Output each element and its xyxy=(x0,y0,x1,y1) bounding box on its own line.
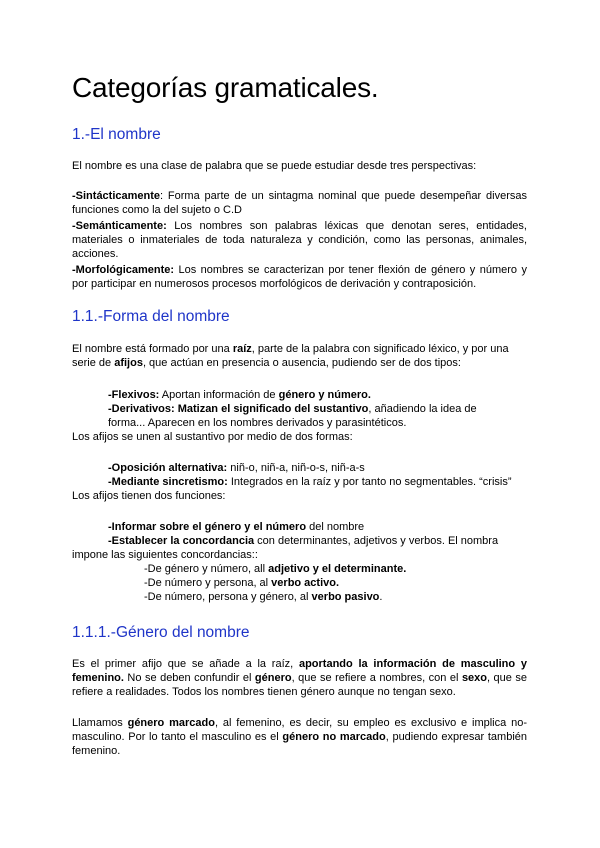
funciones-text: Los afijos tienen dos funciones: xyxy=(72,490,226,502)
morfologicamente-paragraph: -Morfológicamente: Los nombres se caracterizan por tener flexión de género y número y por participar en numerosos procesos morfológicos de derivación y contraposición. xyxy=(72,264,527,290)
sintacticamente-paragraph: -Sintácticamente: Forma parte de un sintagma nominal que puede desempeñar diversas funciones como la del sujeto o C.D xyxy=(72,190,527,216)
derivativos-item: -Derivativos: Matizan el significado del sustantivo, añadiendo la idea de xyxy=(108,403,477,415)
genero-paragraph-1: Es el primer afijo que se añade a la raíz, aportando la información de masculino y femenino. No se deben confundir el género, que se refiere a nombres, con el sexo, que se refiere a realidades. Todos los nombres tienen género aunque no tengan sexo. xyxy=(72,658,528,698)
concordancia-item-2: -De número y persona, al verbo activo. xyxy=(144,577,340,589)
derivativos-item-cont: forma... Aparecen en los nombres derivados y parasintéticos. xyxy=(108,417,407,429)
sincretismo-item: -Mediante sincretismo: Integrados en la raíz y por tanto no segmentables. “crisis” xyxy=(108,476,512,488)
funciones-list xyxy=(72,520,498,604)
union-text: Los afijos se unen al sustantivo por medio de dos formas: xyxy=(72,431,353,443)
heading-forma-del-nombre: 1.1.-Forma del nombre xyxy=(72,308,230,325)
heading-genero-del-nombre: 1.1.1.-Género del nombre xyxy=(72,624,250,641)
formas-union-list xyxy=(72,461,512,503)
intro-paragraph: El nombre es una clase de palabra que se puede estudiar desde tres perspectivas: xyxy=(72,160,477,172)
concordancia-item-3: -De número, persona y género, al verbo pasivo. xyxy=(144,591,383,603)
morfologicamente-label: -Morfológicamente: xyxy=(72,264,175,276)
informar-item: -Informar sobre el género y el número del nombre xyxy=(108,521,365,533)
establecer-item: -Establecer la concordancia con determinantes, adjetivos y verbos. El nombra xyxy=(108,535,499,547)
oposicion-item: -Oposición alternativa: niñ-o, niñ-a, niñ-o-s, niñ-a-s xyxy=(108,462,365,474)
sintacticamente-label: -Sintácticamente xyxy=(72,190,161,202)
semanticamente-paragraph: -Semánticamente: Los nombres son palabras léxicas que denotan seres, entidades, materiales o inmateriales de toda naturaleza y condición, como las personas, animales, acciones. xyxy=(72,220,527,260)
impone-text: impone las siguientes concordancias:: xyxy=(72,549,258,561)
concordancia-item-1: -De género y número, all adjetivo y el determinante. xyxy=(144,563,407,575)
afijos-tipos-list xyxy=(72,388,477,444)
page-title: Categorías gramaticales. xyxy=(72,72,379,103)
semanticamente-label: -Semánticamente: xyxy=(72,220,167,232)
heading-el-nombre: 1.-El nombre xyxy=(72,126,161,143)
genero-paragraph-2: Llamamos género marcado, al femenino, es decir, su empleo es exclusivo e implica no-masculino. Por lo tanto el masculino es el género no marcado, pudiendo expresar también femenino. xyxy=(72,717,527,757)
flexivos-item: -Flexivos: Aportan información de género y número. xyxy=(108,389,371,401)
forma-paragraph: El nombre está formado por una raíz, parte de la palabra con significado léxico, y por una serie de afijos, que actúan en presencia o ausencia, pudiendo ser de dos tipos: xyxy=(72,343,509,369)
